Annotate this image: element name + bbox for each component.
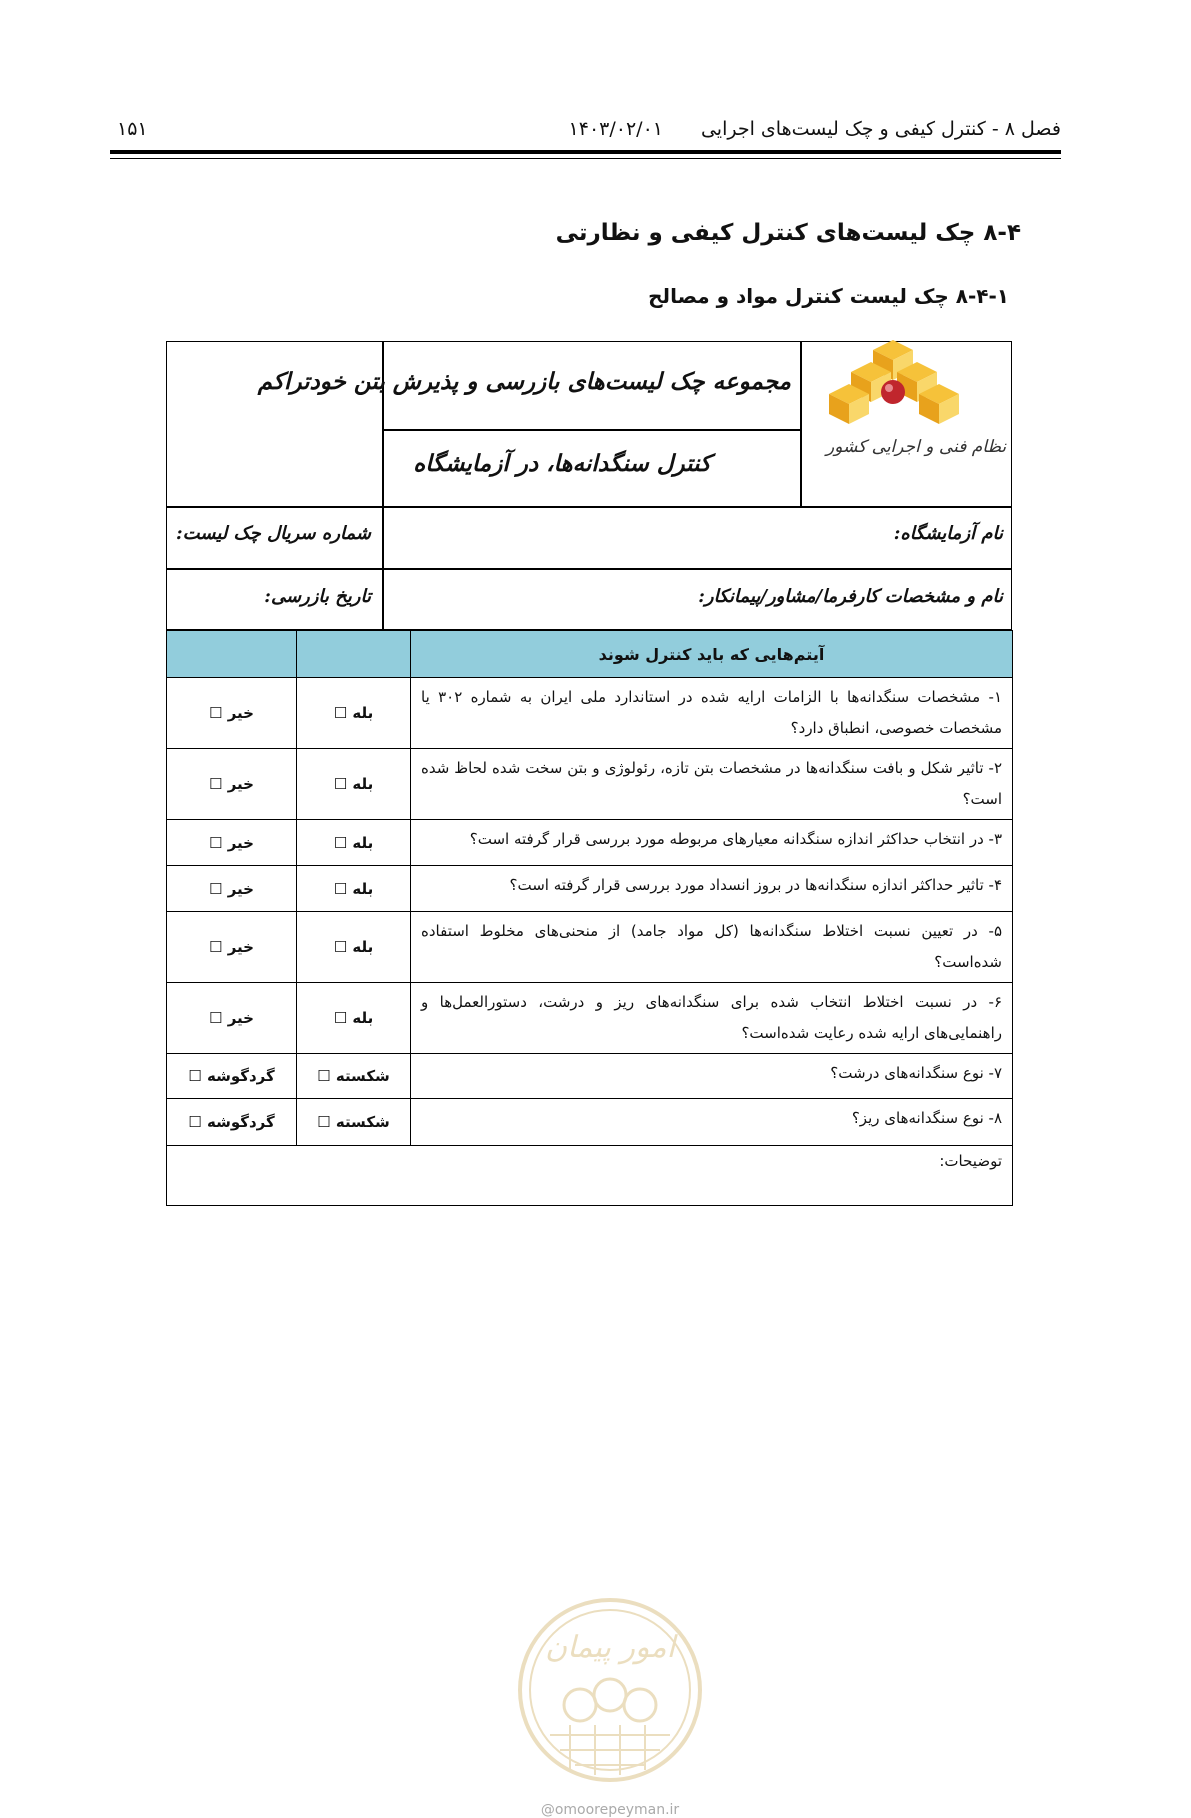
option-checkbox[interactable]: بله ☐: [297, 912, 411, 983]
question-text: ۷- نوع سنگدانه‌های درشت؟: [411, 1054, 1013, 1099]
table-header-items: آیتم‌هایی که باید کنترل شوند: [411, 631, 1013, 678]
question-text: ۵- در تعیین نسبت اختلاط سنگدانه‌ها (کل مواد جامد) از منحنی‌های مخلوط استفاده شده‌است؟: [411, 912, 1013, 983]
option-checkbox[interactable]: خیر ☐: [167, 983, 297, 1054]
option-checkbox[interactable]: بله ☐: [297, 820, 411, 866]
option-checkbox[interactable]: گردگوشه ☐: [167, 1099, 297, 1146]
question-text: ۳- در انتخاب حداکثر اندازه سنگدانه معیارهای مربوطه مورد بررسی قرار گرفته است؟: [411, 820, 1013, 866]
notes-row: [167, 1146, 1013, 1206]
table-row: [167, 983, 1013, 1054]
header-rule-thick: [110, 150, 1061, 154]
collection-title: مجموعه چک لیست‌های بازرسی و پذیرش بتن خودتراکم: [257, 368, 791, 395]
question-text: ۸- نوع سنگدانه‌های ریز؟: [411, 1099, 1013, 1146]
divider: [382, 429, 800, 431]
header-date: ۱۴۰۳/۰۲/۰۱: [568, 118, 663, 140]
option-checkbox[interactable]: خیر ☐: [167, 678, 297, 749]
table-row: [167, 678, 1013, 749]
table-row: [167, 1099, 1013, 1146]
option-checkbox[interactable]: خیر ☐: [167, 912, 297, 983]
table-row: [167, 866, 1013, 912]
option-checkbox[interactable]: بله ☐: [297, 678, 411, 749]
checklist-table: [166, 630, 1013, 1206]
inspection-date-label[interactable]: تاریخ بازرسی:: [264, 586, 371, 607]
table-header-empty: [167, 631, 297, 678]
question-text: ۲- تاثیر شکل و بافت سنگدانه‌ها در مشخصات بتن تازه، رئولوژی و بتن سخت شده لحاظ شده است؟: [411, 749, 1013, 820]
option-checkbox[interactable]: شکسته ☐: [297, 1099, 411, 1146]
question-text: ۶- در نسبت اختلاط انتخاب شده برای سنگدانه‌های ریز و درشت، دستورالعمل‌ها و راهنمایی‌های ارایه شده رعایت شده‌است؟: [411, 983, 1013, 1054]
logo-text: نظام فنی و اجرایی کشور: [826, 437, 1007, 457]
divider: [166, 506, 1012, 508]
divider: [166, 568, 1012, 570]
table-row: [167, 820, 1013, 866]
option-checkbox[interactable]: شکسته ☐: [297, 1054, 411, 1099]
watermark-seal-icon: [515, 1595, 705, 1785]
serial-number-label[interactable]: شماره سریال چک لیست:: [175, 523, 371, 544]
chapter-title: فصل ۸ - کنترل کیفی و چک لیست‌های اجرایی: [700, 118, 1061, 140]
option-checkbox[interactable]: بله ☐: [297, 749, 411, 820]
watermark-text: امور پیمان: [545, 1630, 675, 1665]
option-checkbox[interactable]: بله ☐: [297, 983, 411, 1054]
table-row: [167, 749, 1013, 820]
table-row: [167, 1054, 1013, 1099]
option-checkbox[interactable]: خیر ☐: [167, 820, 297, 866]
page-header: [110, 118, 1061, 148]
divider: [800, 341, 802, 506]
header-rule-thin: [110, 158, 1061, 159]
notes-field[interactable]: توضیحات:: [167, 1146, 1013, 1206]
watermark-url: @omoorepeyman.ir: [540, 1802, 680, 1818]
page-number: ۱۵۱: [117, 118, 148, 140]
lab-name-label[interactable]: نام آزمایشگاه:: [893, 523, 1003, 544]
question-text: ۱- مشخصات سنگدانه‌ها با الزامات ارایه شده در استاندارد ملی ایران به شماره ۳۰۲ یا مشخصات خصوصی، انطباق دارد؟: [411, 678, 1013, 749]
option-checkbox[interactable]: بله ☐: [297, 866, 411, 912]
option-checkbox[interactable]: گردگوشه ☐: [167, 1054, 297, 1099]
option-checkbox[interactable]: خیر ☐: [167, 749, 297, 820]
checklist-title: کنترل سنگدانه‌ها، در آزمایشگاه: [413, 450, 711, 477]
table-header-empty: [297, 631, 411, 678]
question-text: ۴- تاثیر حداکثر اندازه سنگدانه‌ها در بروز انسداد مورد بررسی قرار گرفته است؟: [411, 866, 1013, 912]
client-info-label[interactable]: نام و مشخصات کارفرما/مشاور/پیمانکار:: [698, 586, 1003, 607]
option-checkbox[interactable]: خیر ☐: [167, 866, 297, 912]
section-title: ۸-۴ چک لیست‌های کنترل کیفی و نظارتی: [555, 220, 1021, 246]
table-row: [167, 912, 1013, 983]
subsection-title: ۸-۴-۱ چک لیست کنترل مواد و مصالح: [648, 284, 1009, 308]
table-header-row: [167, 631, 1013, 678]
